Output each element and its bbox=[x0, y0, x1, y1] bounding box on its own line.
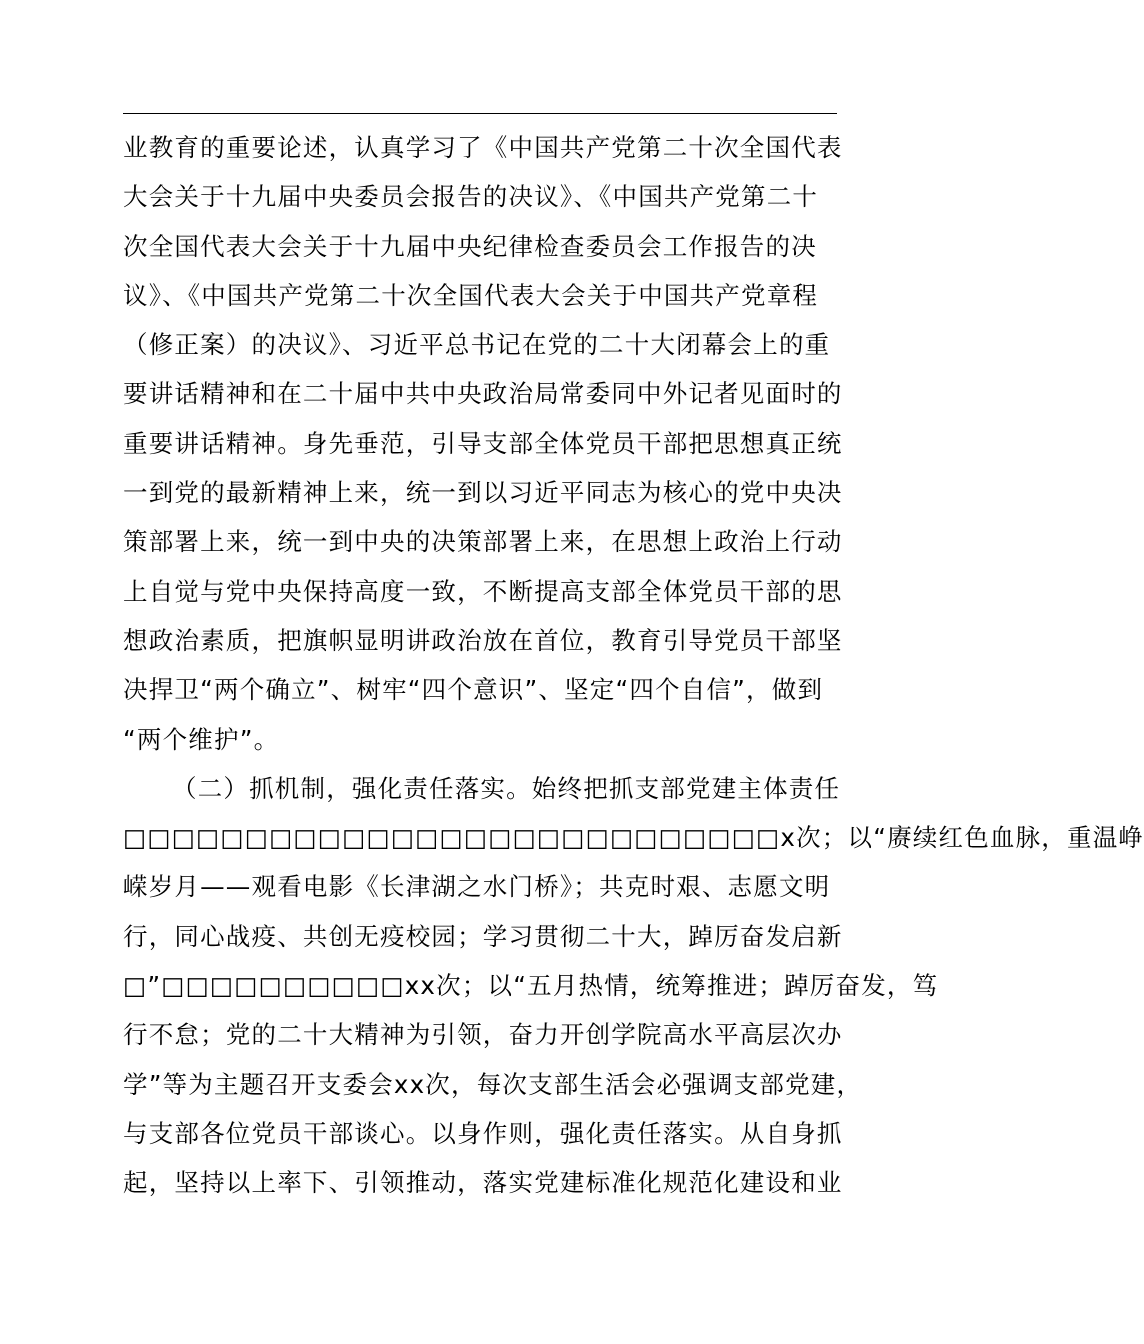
text-line: 议》、《中国共产党第二十次全国代表大会关于中国共产党章程 bbox=[123, 280, 819, 310]
text-line: 想政治素质，把旗帜显明讲政治放在首位，教育引导党员干部坚 bbox=[123, 625, 843, 655]
text-line: 行不怠；党的二十大精神为引领，奋力开创学院高水平高层次办 bbox=[123, 1020, 843, 1050]
text-line: 大会关于十九届中央委员会报告的决议》、《中国共产党第二十 bbox=[123, 182, 819, 212]
text-line: 要讲话精神和在二十届中共中央政治局常委同中外记者见面时的 bbox=[123, 379, 843, 409]
text-line: 学”等为主题召开支委会xx次，每次支部生活会必强调支部党建， bbox=[123, 1069, 863, 1099]
body-text bbox=[123, 123, 1144, 1208]
text-line: 嵘岁月——观看电影《长津湖之水门桥》；共克时艰、志愿文明 bbox=[123, 872, 831, 902]
text-line: 起，坚持以上率下、引领推动，落实党建标准化规范化建设和业 bbox=[123, 1168, 843, 1198]
section-heading-line: （二）抓机制，强化责任落实。始终把抓支部党建主体责任 bbox=[172, 773, 841, 803]
text-line: 一到党的最新精神上来，统一到以习近平同志为核心的党中央决 bbox=[123, 478, 843, 508]
text-line: 次全国代表大会关于十九届中央纪律检查委员会工作报告的决 bbox=[123, 231, 817, 261]
text-line: “两个维护”。 bbox=[123, 724, 280, 754]
text-line: □□□□□□□□□□□□□□□□□□□□□□□□□□□x次；以“赓续红色血脉，重温峥 bbox=[123, 823, 1144, 853]
text-line: 与支部各位党员干部谈心。以身作则，强化责任落实。从自身抓 bbox=[123, 1118, 843, 1148]
text-line: 行，同心战疫、共创无疫校园；学习贯彻二十大，踔厉奋发启新 bbox=[123, 921, 843, 951]
text-line: 策部署上来，统一到中央的决策部署上来，在思想上政治上行动 bbox=[123, 527, 843, 557]
text-line: 重要讲话精神。身先垂范，引导支部全体党员干部把思想真正统 bbox=[123, 428, 843, 458]
text-line: 业教育的重要论述，认真学习了《中国共产党第二十次全国代表 bbox=[123, 133, 843, 162]
text-line: □”□□□□□□□□□□xx次；以“五月热情，统筹推进；踔厉奋发，笃 bbox=[123, 971, 939, 1001]
text-line: （修正案）的决议》、习近平总书记在党的二十大闭幕会上的重 bbox=[123, 330, 831, 360]
text-line: 决捍卫“两个确立”、树牢“四个意识”、坚定“四个自信”，做到 bbox=[123, 675, 824, 705]
header-rule bbox=[123, 113, 837, 114]
text-line: 上自觉与党中央保持高度一致，不断提高支部全体党员干部的思 bbox=[123, 576, 843, 606]
